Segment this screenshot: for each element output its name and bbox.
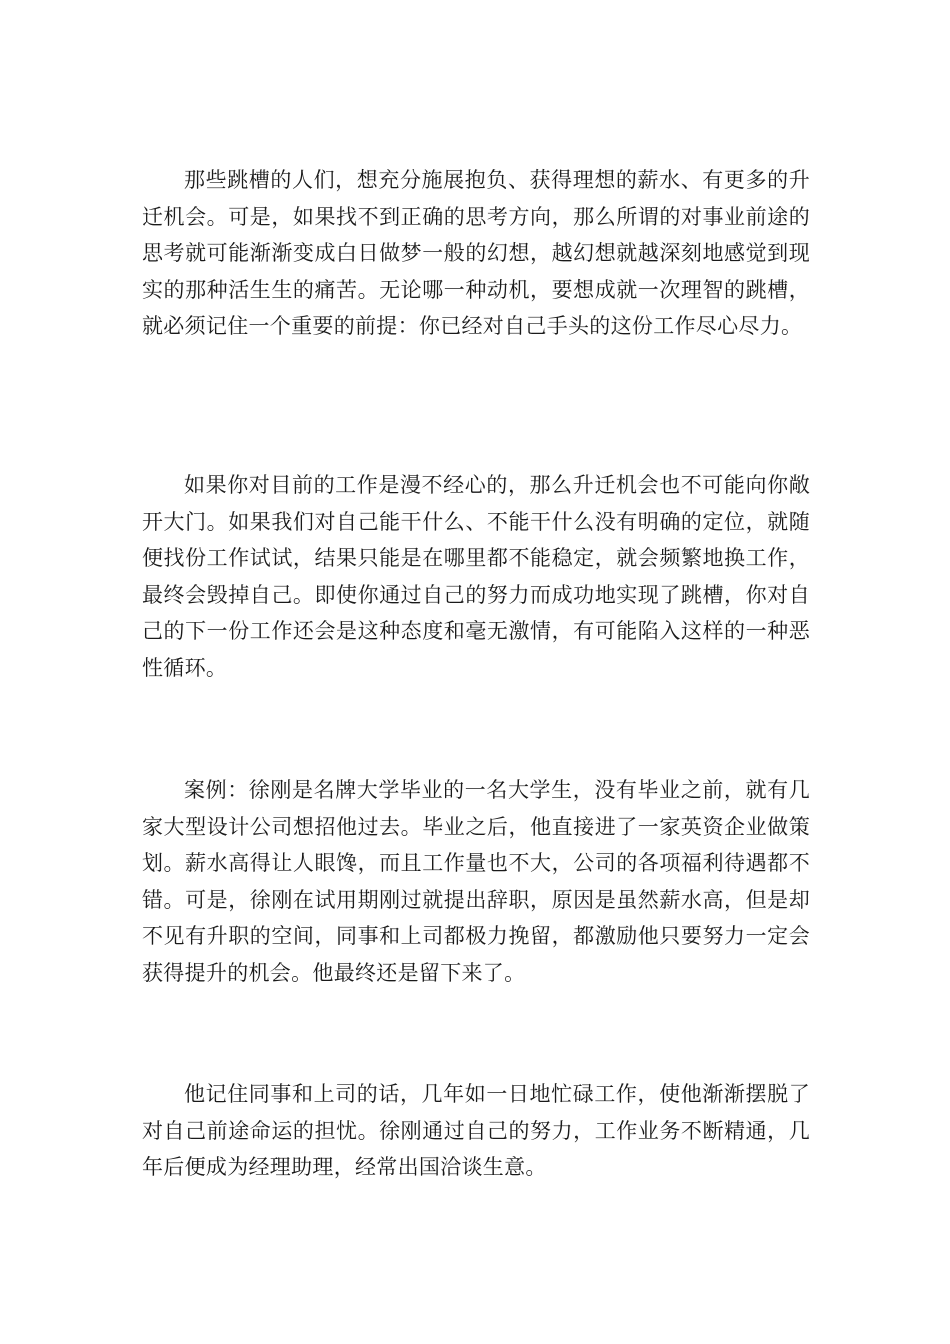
- paragraph-case-study: 案例：徐刚是名牌大学毕业的一名大学生，没有毕业之前，就有几家大型设计公司想招他过去。毕业之后，他直接进了一家英资企业做策划。薪水高得让人眼馋，而且工作量也不大，公司的各项福利待遇都不错。可是，徐刚在试用期刚过就提出辞职，原因是虽然薪水高，但是却不见有升职的空间，同事和上司都极力挽留，都激励他只要努力一定会获得提升的机会。他最终还是留下来了。: [142, 778, 810, 985]
- paragraph-case-outcome: 他记住同事和上司的话，几年如一日地忙碌工作，使他渐渐摆脱了对自己前途命运的担忧。徐刚通过自己的努力，工作业务不断精通，几年后便成为经理助理，经常出国洽谈生意。: [142, 1082, 810, 1179]
- paragraph-careless-work: 如果你对目前的工作是漫不经心的，那么升迁机会也不可能向你敞开大门。如果我们对自己能干什么、不能干什么没有明确的定位，就随便找份工作试试，结果只能是在哪里都不能稳定，就会频繁地换工作，最终会毁掉自己。即使你通过自己的努力而成功地实现了跳槽，你对自己的下一份工作还会是这种态度和毫无激情，有可能陷入这样的一种恶性循环。: [142, 473, 810, 680]
- paragraph-job-hopping-motives: 那些跳槽的人们，想充分施展抱负、获得理想的薪水、有更多的升迁机会。可是，如果找不到正确的思考方向，那么所谓的对事业前途的思考就可能渐渐变成白日做梦一般的幻想，越幻想就越深刻地感觉到现实的那种活生生的痛苦。无论哪一种动机，要想成就一次理智的跳槽，就必须记住一个重要的前提：你已经对自己手头的这份工作尽心尽力。: [142, 168, 810, 338]
